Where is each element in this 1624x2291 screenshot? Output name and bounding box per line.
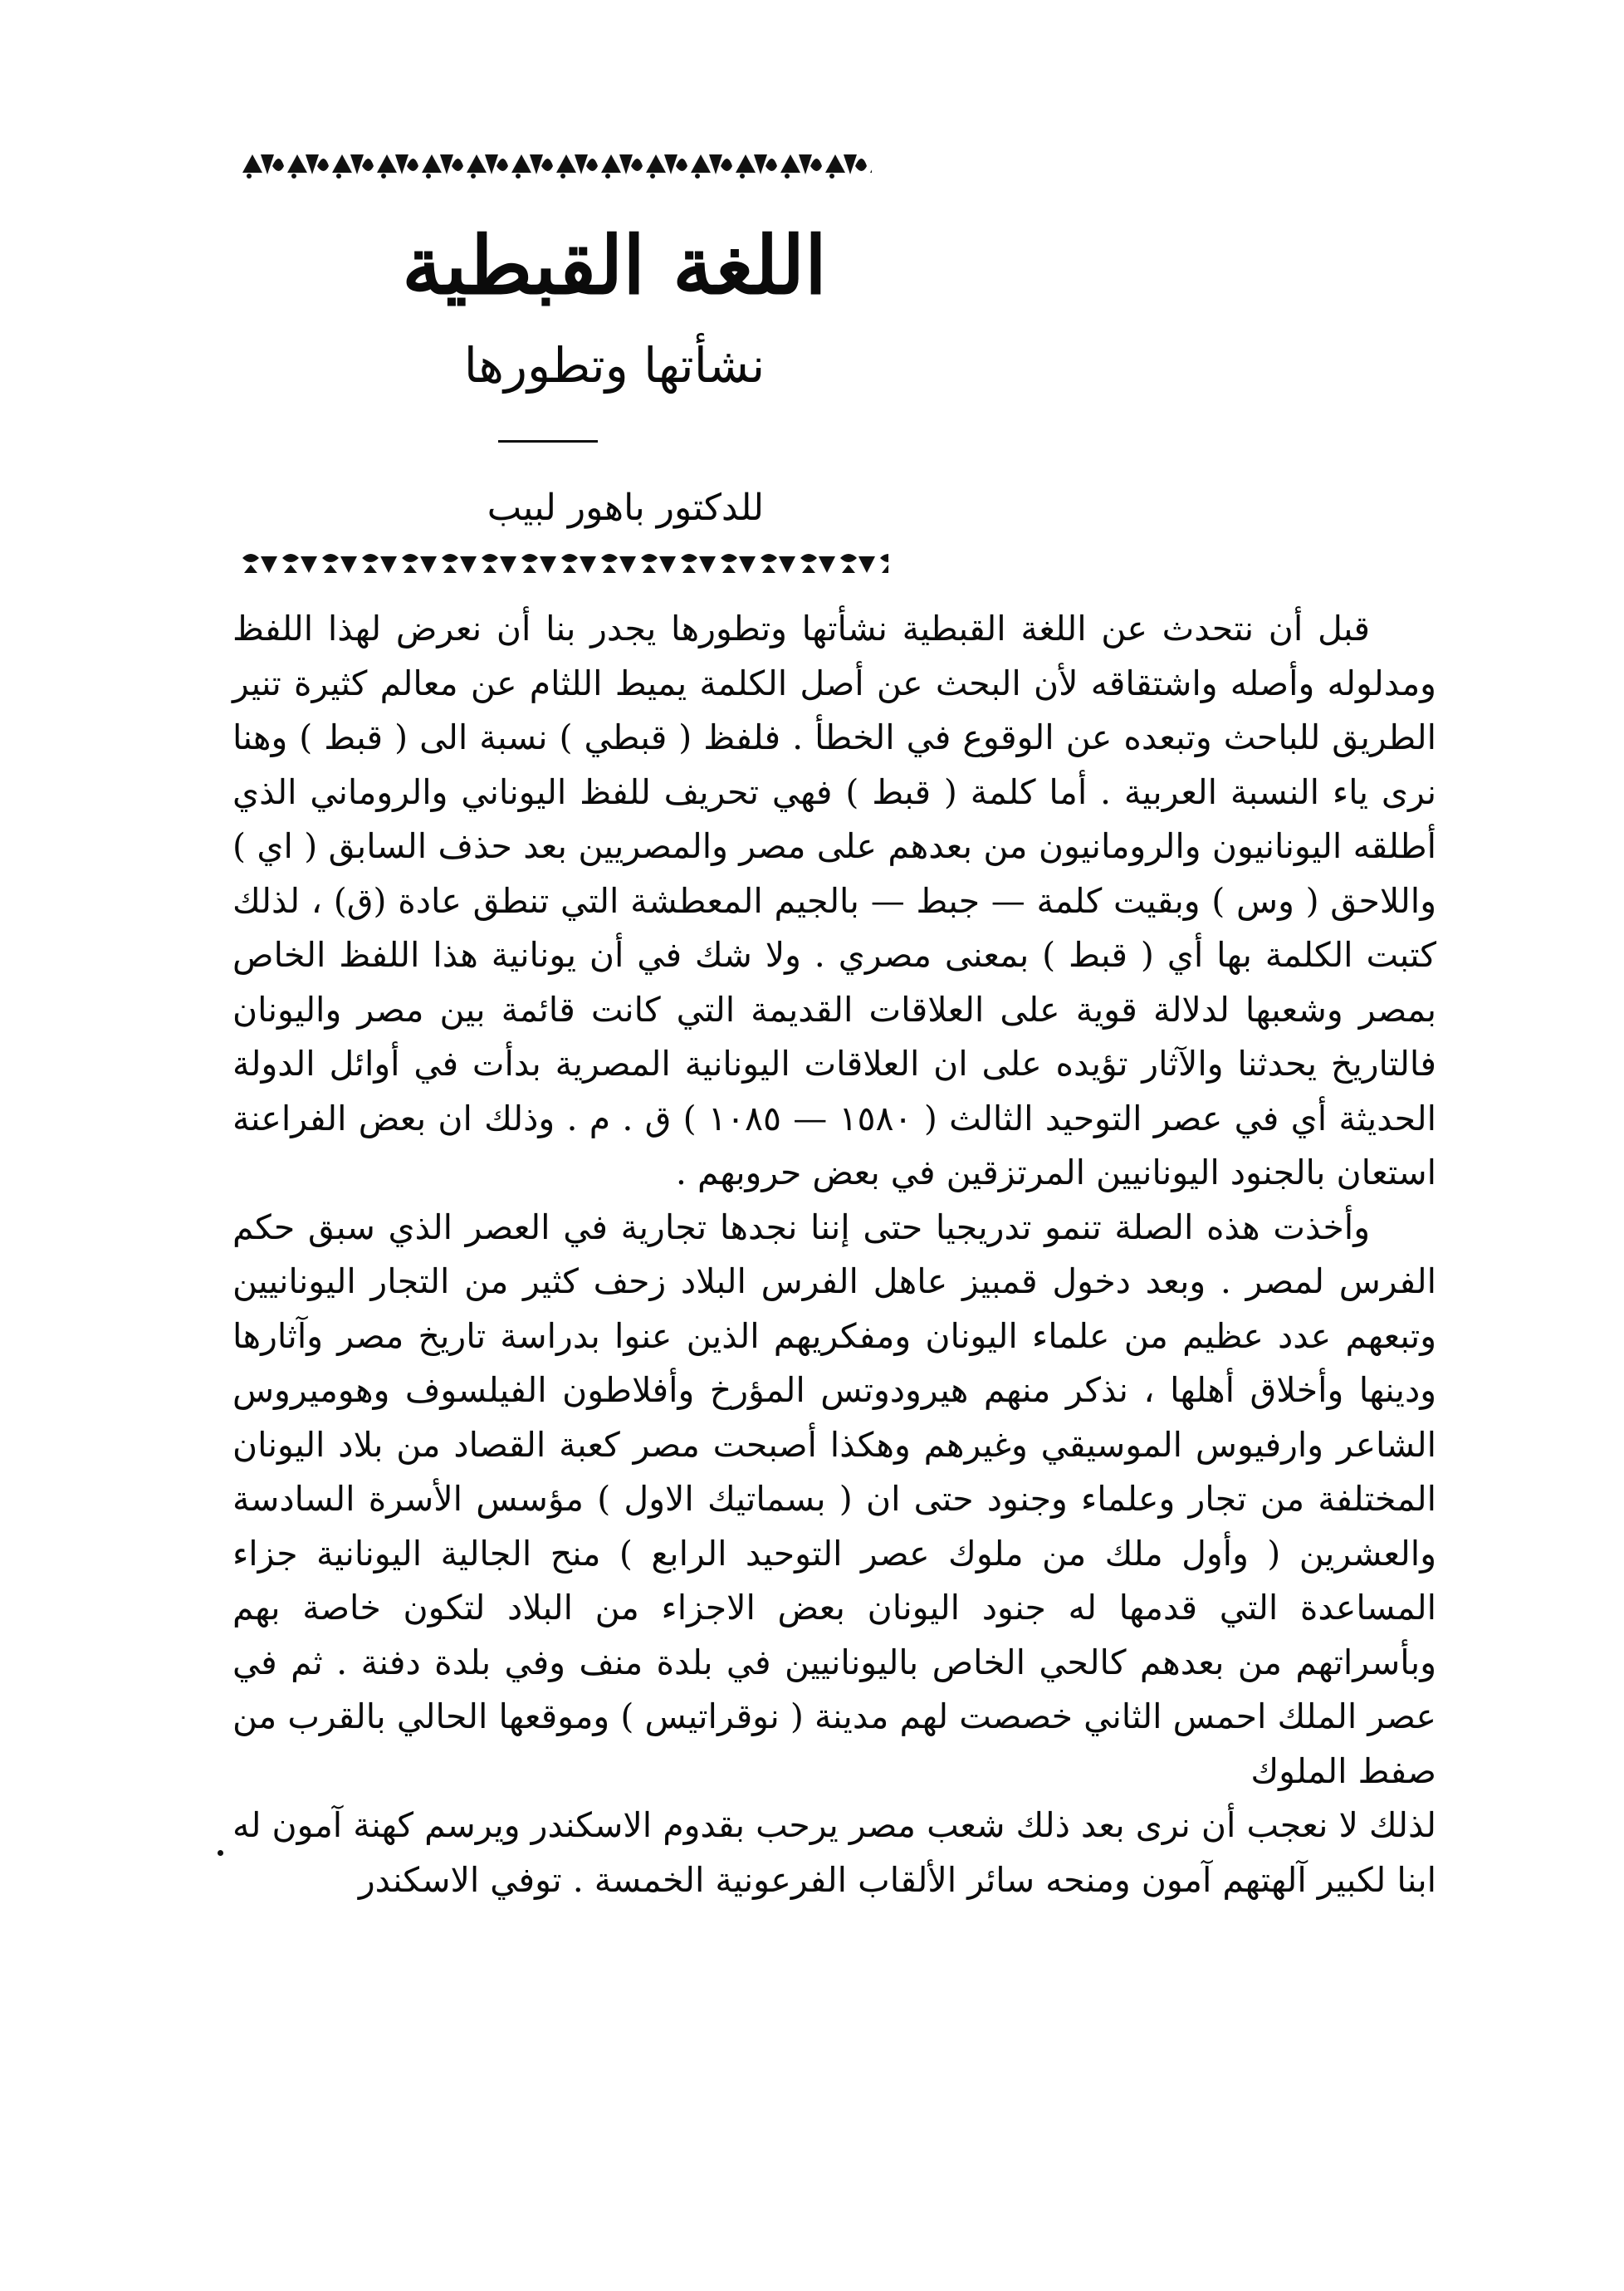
body-paragraph: لذلك لا نعجب أن نرى بعد ذلك شعب مصر يرحب بقدوم الاسكندر ويرسم كهنة آمون له ابنا لكبير آلهتهم آمون ومنحه سائر الألقاب الفرعونية الخمسة . توفي الاسكندر bbox=[232, 1805, 1436, 1900]
article-body bbox=[232, 602, 1436, 1907]
top-ornament-border bbox=[241, 148, 872, 181]
body-paragraph: وأخذت هذه الصلة تنمو تدريجيا حتى إننا نجدها تجارية في العصر الذي سبق حكم الفرس لمصر . وبعد دخول قمبيز عاهل الفرس البلاد زحف كثير من التجار اليونانيين وتبعهم عدد عظيم من علماء اليونان ومفكريهم الذين عنوا بدراسة تاريخ مصر وآثارها ودينها وأخلاق أهلها ، نذكر منهم هيرودوتس المؤرخ وأفلاطون الفيلسوف وهوميروس الشاعر وارفيوس الموسيقي وغيرهم وهكذا أصبحت مصر كعبة القصاد من بلاد اليونان المختلفة من تجار وعلماء وجنود حتى ان ( بسماتيك الاول ) مؤسس الأسرة السادسة والعشرين ( وأول ملك من ملوك عصر التوحيد الرابع ) منح الجالية اليونانية جزاء المساعدة التي قدمها له جنود اليونان بعض الاجزاء من البلاد لتكون خاصة بهم وبأسراتهم من بعدهم كالحي الخاص باليونانيين في بلدة منف وفي بلدة دفنة . ثم في عصر الملك احمس الثاني خصصت لهم مدينة ( نوقراتيس ) وموقعها الحالي بالقرب من صفط الملوك bbox=[232, 1207, 1437, 1791]
article-title: اللغة القبطية bbox=[402, 218, 827, 312]
body-paragraph: قبل أن نتحدث عن اللغة القبطية نشأتها وتطورها يجدر بنا أن نعرض لهذا اللفظ ومدلوله وأصله واشتقاقه لأن البحث عن أصل الكلمة يميط اللثام عن معالم كثيرة تنير الطريق للباحث وتبعده عن الوقوع في الخطأ . فلفظ ( قبطي ) نسبة الى ( قبط ) وهنا نرى ياء النسبة العربية . أما كلمة ( قبط ) فهي تحريف للفظ اليوناني والروماني الذي أطلقه اليونانيون والرومانيون من بعدهم على مصر والمصريين بعد حذف السابق ( اي ) واللاحق ( وس ) وبقيت كلمة — جبط — بالجيم المعطشة التي تنطق عادة (ق) ، لذلك كتبت الكلمة بها أي ( قبط ) بمعنى مصري . ولا شك في أن يونانية هذا اللفظ الخاص بمصر وشعبها لدلالة قوية على العلاقات القديمة التي كانت قائمة بين مصر واليونان فالتاريخ يحدثنا والآثار تؤيده على ان العلاقات اليونانية المصرية بدأت في أوائل الدولة الحديثة أي في عصر التوحيد الثالث ( ١٥٨٠ — ١٠٨٥ ) ق . م . وذلك ان بعض الفراعنة استعان بالجنود اليونانيين المرتزقين في بعض حروبهم . bbox=[232, 609, 1436, 1192]
section-ornament-border bbox=[241, 548, 888, 581]
title-divider bbox=[498, 440, 598, 443]
article-subtitle: نشأتها وتطورها bbox=[463, 337, 766, 394]
ink-speck bbox=[218, 1850, 223, 1856]
author-byline: للدكتور باهور لبيب bbox=[487, 487, 764, 529]
